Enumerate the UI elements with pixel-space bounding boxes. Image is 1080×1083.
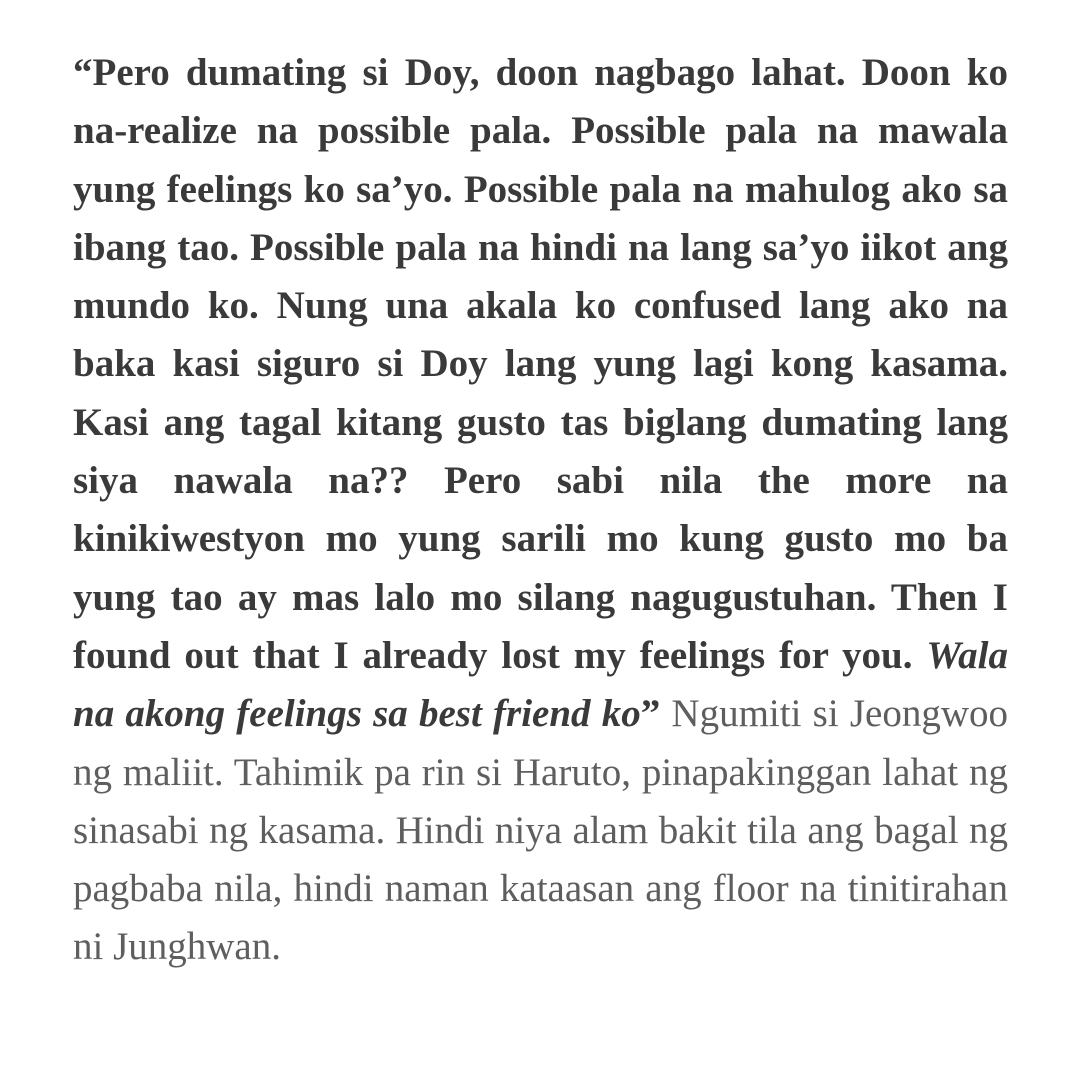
narration-text: Ngumiti si Jeongwoo ng maliit. Tahimik pa rin si Haruto, pinapakinggan lahat ng sinasabi ng kasama. Hindi niya alam bakit tila ang bagal ng pagbaba nila, hindi naman kataasan ang floor na tinitirahan ni Junghwan. (73, 692, 1009, 969)
dialogue-quote (73, 51, 1008, 735)
dialogue-italic-text: Wala na akong feelings sa best friend ko (73, 633, 1008, 736)
closing-quote-mark: ” (640, 692, 661, 736)
opening-quote-mark: “ (73, 51, 93, 94)
dialogue-text: Pero dumating si Doy, doon nagbago lahat. Doon ko na-realize na possible pala. Possible pala na mawala yung feelings ko sa’yo. Possible pala na mahulog ako sa ibang tao. Possible pala na hindi na lang sa’yo iikot ang mundo ko. Nung una akala ko confused lang ako na baka kasi siguro si Doy lang yung lagi kong kasama. Kasi ang tagal kitang gusto tas biglang dumating lang siya nawala na?? Pero sabi nila the more na kinikiwestyon mo yung sarili mo kung gusto mo ba yung tao ay mas lalo mo silang nagugustuhan. Then I found out that I already lost my feelings for you. (73, 51, 1008, 677)
document-page (73, 44, 1008, 977)
story-paragraph (73, 44, 1008, 977)
